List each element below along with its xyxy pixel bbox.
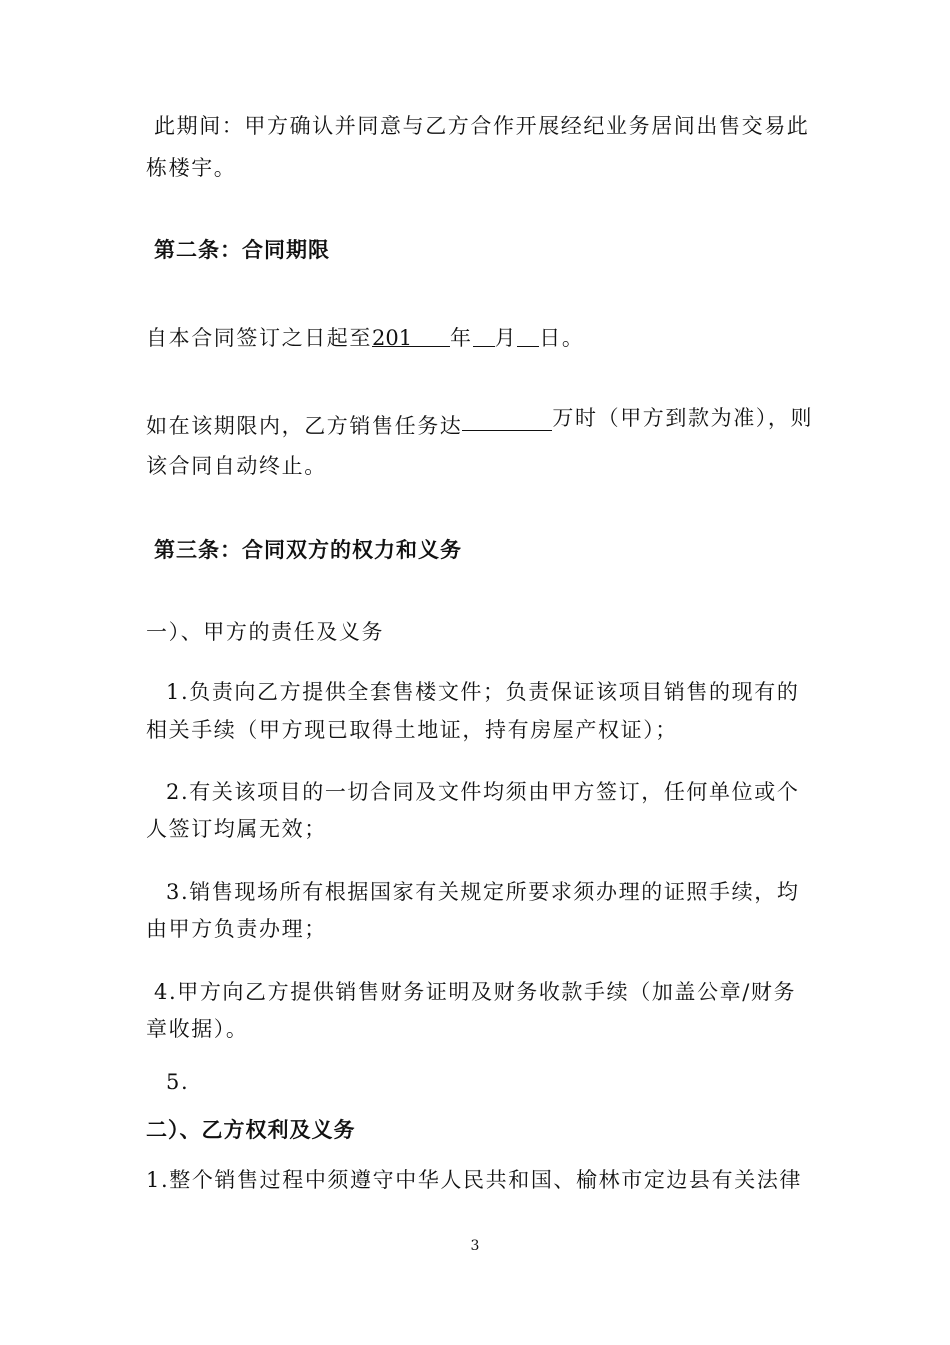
contract-term-line <box>146 324 584 352</box>
list-item-line: 1.整个销售过程中须遵守中华人民共和国、榆林市定边县有关法律 <box>146 1168 803 1192</box>
year-prefix: 201 <box>372 326 413 350</box>
term-prefix: 自本合同签订之日起至 <box>146 326 372 350</box>
list-item-line: 2.有关该项目的一切合同及文件均须由甲方签订，任何单位或个 <box>166 780 800 804</box>
list-item-line: 人签订均属无效； <box>146 817 327 841</box>
section-heading: 第二条：合同期限 <box>154 238 330 262</box>
month-blank <box>473 324 495 347</box>
list-item-line: 4.甲方向乙方提供销售财务证明及财务收款手续（加盖公章/财务 <box>154 980 797 1004</box>
day-blank <box>517 324 539 347</box>
list-item-line: 相关手续（甲方现已取得土地证，持有房屋产权证）； <box>146 718 678 742</box>
paragraph-line: 栋楼宇。 <box>146 156 237 180</box>
month-label: 月 <box>494 326 518 350</box>
list-item-line: 3.销售现场所有根据国家有关规定所要求须办理的证照手续，均 <box>166 880 800 904</box>
list-item-line: 章收据）。 <box>146 1017 249 1041</box>
condition-suffix: 万时（甲方到款为准），则 <box>552 406 814 430</box>
list-item-line: 由甲方负责办理； <box>146 917 327 941</box>
paragraph-line: 此期间：甲方确认并同意与乙方合作开展经纪业务居间出售交易此 <box>154 114 810 138</box>
condition-line <box>146 406 814 440</box>
year-label: 年 <box>450 326 473 350</box>
amount-blank <box>462 412 552 431</box>
section-heading: 第三条：合同双方的权力和义务 <box>154 538 462 562</box>
paragraph-line: 该合同自动终止。 <box>146 454 327 478</box>
list-item-line: 1.负责向乙方提供全套售楼文件；负责保证该项目销售的现有的 <box>166 680 800 704</box>
subsection-heading: 二）、乙方权利及义务 <box>146 1118 356 1142</box>
day-label: 日。 <box>539 326 585 350</box>
page-number: 3 <box>470 1238 480 1254</box>
subsection-heading: 一）、甲方的责任及义务 <box>146 620 385 644</box>
list-item-line: 5. <box>166 1070 190 1094</box>
year-blank <box>372 324 450 350</box>
condition-prefix: 如在该期限内，乙方销售任务达 <box>146 414 463 438</box>
